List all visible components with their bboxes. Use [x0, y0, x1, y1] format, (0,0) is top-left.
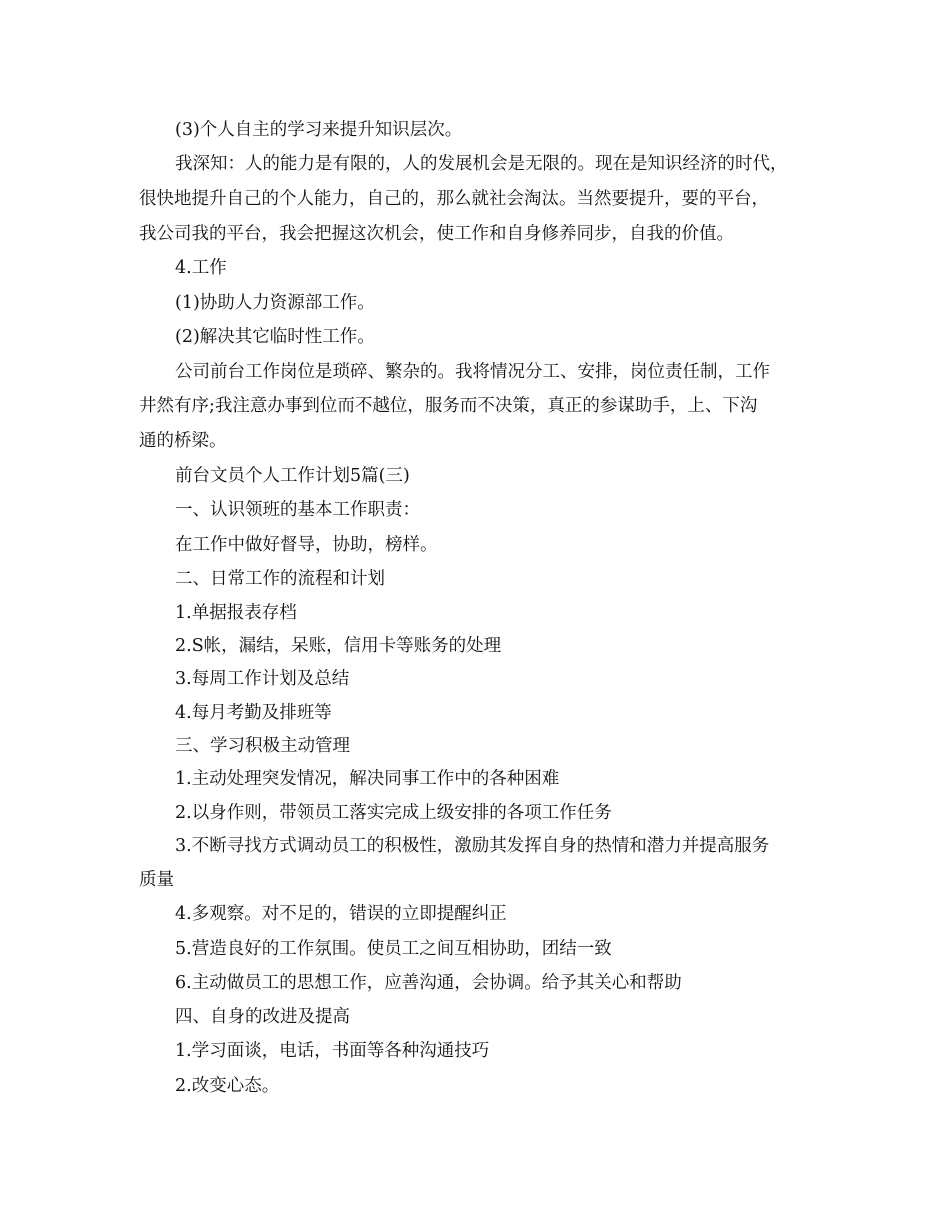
text-line: 6.主动做员工的思想工作，应善沟通，会协调。给予其关心和帮助	[175, 973, 682, 993]
text-line: 很快地提升自己的个人能力，自己的，那么就社会淘汰。当然要提升，要的平台，	[139, 189, 769, 209]
text-line: 4.工作	[175, 258, 227, 278]
text-line: (2)解决其它临时性工作。	[175, 327, 375, 347]
text-line: (3)个人自主的学习来提升知识层次。	[175, 120, 463, 140]
section-heading: 前台文员个人工作计划5篇(三)	[175, 466, 410, 486]
text-line: 二、日常工作的流程和计划	[175, 569, 385, 589]
text-line: 1.学习面谈，电话，书面等各种沟通技巧	[175, 1041, 490, 1061]
text-line: 2.改变心态。	[175, 1076, 280, 1096]
text-line: 2.以身作则，带领员工落实完成上级安排的各项工作任务	[175, 803, 612, 823]
text-line: 3.不断寻找方式调动员工的积极性，激励其发挥自身的热情和潜力并提高服务	[175, 836, 770, 856]
text-line: 在工作中做好督导，协助，榜样。	[175, 535, 438, 555]
text-line: 质量	[139, 870, 174, 890]
text-line: 公司前台工作岗位是琐碎、繁杂的。我将情况分工、安排，岗位责任制，工作	[175, 362, 770, 382]
text-line: 四、自身的改进及提高	[175, 1007, 350, 1027]
text-line: 3.每周工作计划及总结	[175, 669, 350, 689]
text-line: 我公司我的平台，我会把握这次机会，使工作和自身修养同步，自我的价值。	[139, 224, 734, 244]
text-line: 我深知：人的能力是有限的，人的发展机会是无限的。现在是知识经济的时代，	[175, 154, 788, 174]
text-line: 1.主动处理突发情况，解决同事工作中的各种困难	[175, 769, 560, 789]
text-line: (1)协助人力资源部工作。	[175, 293, 375, 313]
text-line: 4.多观察。对不足的，错误的立即提醒纠正	[175, 904, 507, 924]
text-line: 5.营造良好的工作氛围。使员工之间互相协助，团结一致	[175, 939, 612, 959]
text-line: 通的桥梁。	[139, 431, 227, 451]
text-line: 井然有序;我注意办事到位而不越位，服务而不决策，真正的参谋助手，上、下沟	[139, 396, 758, 416]
text-line: 一、认识领班的基本工作职责：	[175, 500, 420, 520]
text-line: 4.每月考勤及排班等	[175, 703, 332, 723]
text-line: 2.S帐，漏结，呆账，信用卡等账务的处理	[175, 636, 502, 656]
text-line: 1.单据报表存档	[175, 603, 297, 623]
text-line: 三、学习积极主动管理	[175, 736, 350, 756]
